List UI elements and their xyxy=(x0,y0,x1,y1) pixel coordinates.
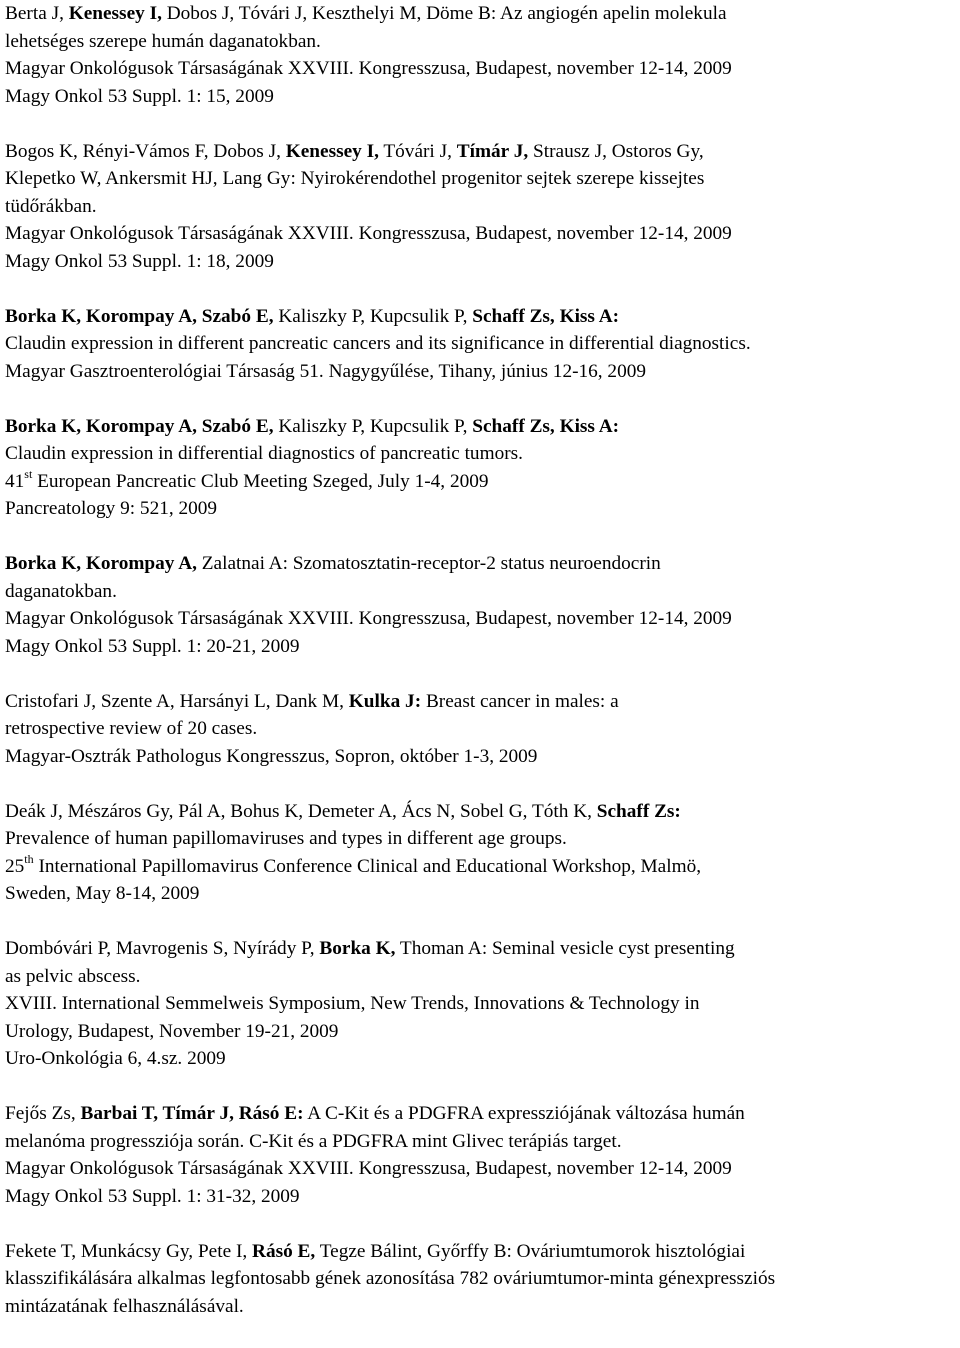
citation-line xyxy=(5,715,955,743)
citation-line xyxy=(5,798,955,826)
citation-text: lehetséges szerepe humán daganatokban. xyxy=(5,30,321,52)
citation-line xyxy=(5,963,955,991)
citation-line xyxy=(5,825,955,853)
ordinal-suffix: th xyxy=(24,852,34,867)
citation-text: Magy Onkol 53 Suppl. 1: 31-32, 2009 xyxy=(5,1185,300,1207)
citation-entry xyxy=(5,413,955,523)
citation-text: Sweden, May 8-14, 2009 xyxy=(5,883,200,904)
citation-line xyxy=(5,550,955,578)
publication-list xyxy=(5,0,955,1348)
citation-text: International Papillomavirus Conference Clinical and Educational Workshop, Malmö, xyxy=(33,855,702,877)
citation-line xyxy=(5,1018,955,1046)
citation-text: A C-Kit és a PDGFRA expressziójának változása humán xyxy=(303,1103,745,1124)
citation-line xyxy=(5,880,955,908)
citation-entry xyxy=(5,303,955,386)
citation-text: Dobos J, Tóvári J, Keszthelyi M, Döme B: Az angiogén apelin molekula xyxy=(161,3,727,24)
bold-author-text: Borka K, Korompay A, Szabó E, xyxy=(5,415,274,437)
citation-text: mintázatának felhasználásával. xyxy=(5,1295,244,1317)
citation-line xyxy=(5,220,955,248)
citation-line xyxy=(5,358,955,386)
citation-line xyxy=(5,688,955,716)
bold-author-text: Tímár J, xyxy=(456,140,529,162)
bold-author-text: Schaff Zs, Kiss A: xyxy=(472,415,620,437)
citation-line xyxy=(5,990,955,1018)
citation-text: XVIII. International Semmelweis Symposium, New Trends, Innovations & Technology in xyxy=(5,993,700,1014)
citation-text: Berta J, xyxy=(5,3,69,24)
citation-line xyxy=(5,83,955,111)
citation-text: klasszifikálására alkalmas legfontosabb gének azonosítása 782 ováriumtumor-minta génexpressziós xyxy=(5,1268,776,1289)
bold-author-text: Schaff Zs: xyxy=(596,800,681,822)
citation-line xyxy=(5,578,955,606)
citation-text: Deák J, Mészáros Gy, Pál A, Bohus K, Demeter A, Ács N, Sobel G, Tóth K, xyxy=(5,800,597,822)
citation-text: Prevalence of human papillomaviruses and types in different age groups. xyxy=(5,828,567,849)
bold-author-text: Borka K, Korompay A, xyxy=(5,553,197,574)
citation-text: Magyar-Osztrák Pathologus Kongresszus, Sopron, október 1-3, 2009 xyxy=(5,745,538,767)
citation-entry xyxy=(5,935,955,1073)
citation-line xyxy=(5,605,955,633)
citation-line xyxy=(5,248,955,276)
citation-line xyxy=(5,1238,955,1266)
citation-text: Magyar Onkológusok Társaságának XXVIII. Kongresszusa, Budapest, november 12-14, 2009 xyxy=(5,223,732,244)
citation-entry xyxy=(5,138,955,276)
citation-text: Claudin expression in different pancreatic cancers and its significance in differential diagnostics. xyxy=(5,333,751,354)
citation-text: Thoman A: Seminal vesicle cyst presenting xyxy=(395,938,735,959)
citation-text: Magyar Gasztroenterológiai Társaság 51. Nagygyűlése, Tihany, június 12-16, 2009 xyxy=(5,360,646,382)
citation-text: Cristofari J, Szente A, Harsányi L, Dank M, xyxy=(5,690,349,712)
citation-line xyxy=(5,935,955,963)
citation-line xyxy=(5,1045,955,1073)
citation-text: Magy Onkol 53 Suppl. 1: 18, 2009 xyxy=(5,250,274,272)
bold-author-text: Barbai T, Tímár J, Rásó E: xyxy=(80,1103,304,1124)
citation-entry xyxy=(5,798,955,908)
citation-line xyxy=(5,1293,955,1321)
citation-line xyxy=(5,413,955,441)
citation-text: 25 xyxy=(5,855,25,877)
citation-entry xyxy=(5,688,955,771)
citation-line xyxy=(5,330,955,358)
citation-text: European Pancreatic Club Meeting Szeged, July 1-4, 2009 xyxy=(32,470,489,492)
bold-author-text: Kulka J: xyxy=(348,690,422,712)
citation-text: Kaliszky P, Kupcsulik P, xyxy=(273,305,473,327)
citation-text: Tegze Bálint, Győrffy B: Ováriumtumorok hisztológiai xyxy=(315,1240,746,1262)
citation-text: Magyar Onkológusok Társaságának XXVIII. Kongresszusa, Budapest, november 12-14, 2009 xyxy=(5,608,732,629)
citation-text: 41 xyxy=(5,470,25,492)
citation-line xyxy=(5,303,955,331)
citation-line xyxy=(5,0,955,28)
citation-text: Strausz J, Ostoros Gy, xyxy=(528,140,704,162)
citation-text: Fejős Zs, xyxy=(5,1103,81,1124)
citation-line xyxy=(5,193,955,221)
citation-line xyxy=(5,165,955,193)
citation-line xyxy=(5,440,955,468)
citation-text: Uro-Onkológia 6, 4.sz. 2009 xyxy=(5,1048,226,1069)
citation-line xyxy=(5,1183,955,1211)
citation-text: Dombóvári P, Mavrogenis S, Nyírády P, xyxy=(5,938,320,959)
citation-line xyxy=(5,633,955,661)
bold-author-text: Schaff Zs, Kiss A: xyxy=(472,305,620,327)
citation-entry xyxy=(5,550,955,660)
bold-author-text: Borka K, Korompay A, Szabó E, xyxy=(5,305,274,327)
citation-text: Breast cancer in males: a xyxy=(421,690,619,712)
citation-line xyxy=(5,468,955,496)
bold-author-text: Kenessey I, xyxy=(68,3,162,24)
citation-text: Kaliszky P, Kupcsulik P, xyxy=(273,415,473,437)
citation-line xyxy=(5,1100,955,1128)
citation-text: melanóma progressziója során. C-Kit és a PDGFRA mint Glivec terápiás target. xyxy=(5,1130,622,1152)
citation-text: Magy Onkol 53 Suppl. 1: 15, 2009 xyxy=(5,85,274,107)
citation-text: Magyar Onkológusok Társaságának XXVIII. Kongresszusa, Budapest, november 12-14, 2009 xyxy=(5,1158,732,1179)
citation-text: Klepetko W, Ankersmit HJ, Lang Gy: Nyirokérendothel progenitor sejtek szerepe kissejtes xyxy=(5,168,705,189)
citation-text: Fekete T, Munkácsy Gy, Pete I, xyxy=(5,1240,253,1262)
citation-line xyxy=(5,28,955,56)
bold-author-text: Borka K, xyxy=(319,938,396,959)
citation-line xyxy=(5,743,955,771)
citation-text: daganatokban. xyxy=(5,580,117,602)
citation-text: Zalatnai A: Szomatosztatin-receptor-2 status neuroendocrin xyxy=(196,553,661,574)
citation-text: tüdőrákban. xyxy=(5,195,97,217)
citation-line xyxy=(5,1265,955,1293)
citation-text: Claudin expression in differential diagnostics of pancreatic tumors. xyxy=(5,443,523,464)
citation-text: Tóvári J, xyxy=(378,140,457,162)
citation-text: Magyar Onkológusok Társaságának XXVIII. Kongresszusa, Budapest, november 12-14, 2009 xyxy=(5,58,732,79)
citation-entry xyxy=(5,1238,955,1321)
citation-text: Pancreatology 9: 521, 2009 xyxy=(5,498,218,519)
citation-entry xyxy=(5,0,955,110)
ordinal-suffix: st xyxy=(24,467,33,482)
citation-line xyxy=(5,1128,955,1156)
citation-entry xyxy=(5,1100,955,1210)
bold-author-text: Rásó E, xyxy=(252,1240,316,1262)
citation-text: Urology, Budapest, November 19-21, 2009 xyxy=(5,1020,339,1042)
citation-text: Bogos K, Rényi-Vámos F, Dobos J, xyxy=(5,140,286,162)
citation-text: retrospective review of 20 cases. xyxy=(5,718,258,739)
citation-line xyxy=(5,1155,955,1183)
citation-line xyxy=(5,55,955,83)
citation-text: Magy Onkol 53 Suppl. 1: 20-21, 2009 xyxy=(5,635,300,657)
citation-text: as pelvic abscess. xyxy=(5,965,141,987)
citation-line xyxy=(5,495,955,523)
bold-author-text: Kenessey I, xyxy=(285,140,379,162)
citation-line xyxy=(5,138,955,166)
citation-line xyxy=(5,853,955,881)
